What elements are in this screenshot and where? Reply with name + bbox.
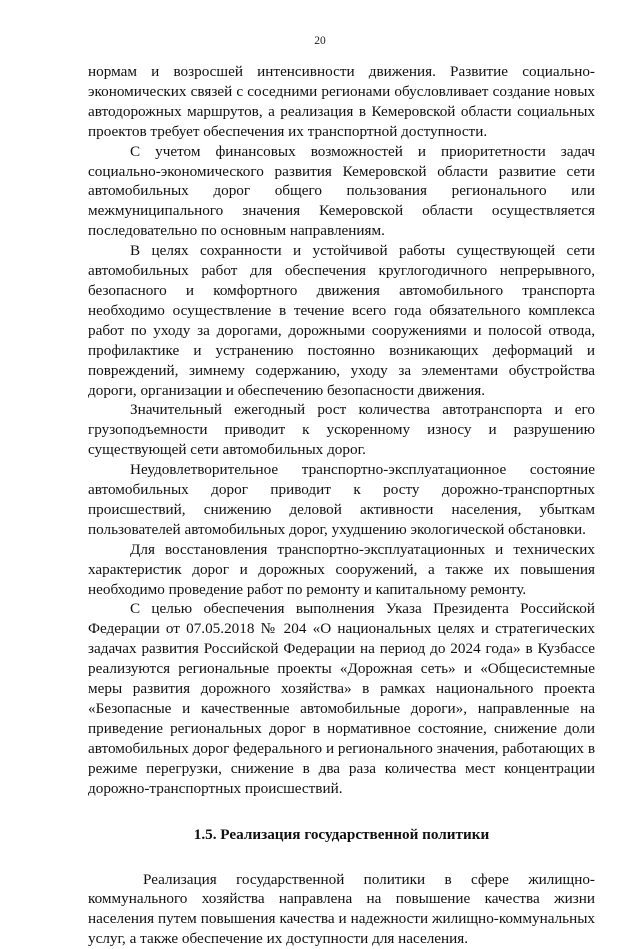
paragraph: Для восстановления транспортно-эксплуатационных и технических характеристик дорог и дорожных сооружений, а также их повышения необходимо проведение работ по ремонту и капитальному ремонту. xyxy=(88,540,595,598)
section-heading: 1.5. Реализация государственной политики xyxy=(193,825,490,843)
body-text xyxy=(88,62,595,949)
paragraph: С учетом финансовых возможностей и приоритетности задач социально-экономического развития Кемеровской области развитие сети автомобильных дорог общего пользования регионального или межмуниципального значения Кемеровской области осуществляется последовательно по основным направлениям. xyxy=(88,142,595,240)
paragraph: В целях сохранности и устойчивой работы существующей сети автомобильных работ для обеспечения круглогодичного непрерывного, безопасного и комфортного движения автомобильного транспорта необходимо осуществление в течение всего года обязательного комплекса работ по уходу за дорогами, дорожными сооружениями и полосой отвода, профилактике и устранению постоянно возникающих деформаций и повреждений, зимнему содержанию, уходу за элементами обустройства дороги, организации и обеспечению безопасности движения. xyxy=(88,242,595,399)
paragraph: Значительный ежегодный рост количества автотранспорта и его грузоподъемности приводит к ускоренному износу и разрушению существующей сети автомобильных дорог. xyxy=(88,401,595,459)
page-number: 20 xyxy=(314,35,326,47)
paragraph: С целью обеспечения выполнения Указа Президента Российской Федерации от 07.05.2018 № 204 «О национальных целях и стратегических задачах развития Российской Федерации на период до 2024 года» в Кузбассе реализуются региональные проекты «Дорожная сеть» и «Общесистемные меры развития дорожного хозяйства» в рамках национального проекта «Безопасные и качественные автомобильные дороги», направленные на приведение региональных дорог в нормативное состояние, снижение доли автомобильных дорог федерального и регионального значения, работающих в режиме перегрузки, снижение в два раза количества мест концентрации дорожно-транспортных происшествий. xyxy=(88,600,595,797)
paragraph: Реализация государственной политики в сфере жилищно-коммунального хозяйства направлена на повышение качества жизни населения путем повышения качества и надежности жилищно-коммунальных услуг, а также обеспечение их доступности для населения. xyxy=(88,870,595,948)
paragraph: Неудовлетворительное транспортно-эксплуатационное состояние автомобильных дорог приводит к росту дорожно-транспортных происшествий, снижению деловой активности населения, убыткам пользователей автомобильных дорог, ухудшению экологической обстановки. xyxy=(88,461,595,538)
paragraph: нормам и возросшей интенсивности движения. Развитие социально-экономических связей с соседними регионами обусловливает создание новых автодорожных маршрутов, а реализация в Кемеровской области социальных проектов требует обеспечения их транспортной доступности. xyxy=(88,63,595,140)
